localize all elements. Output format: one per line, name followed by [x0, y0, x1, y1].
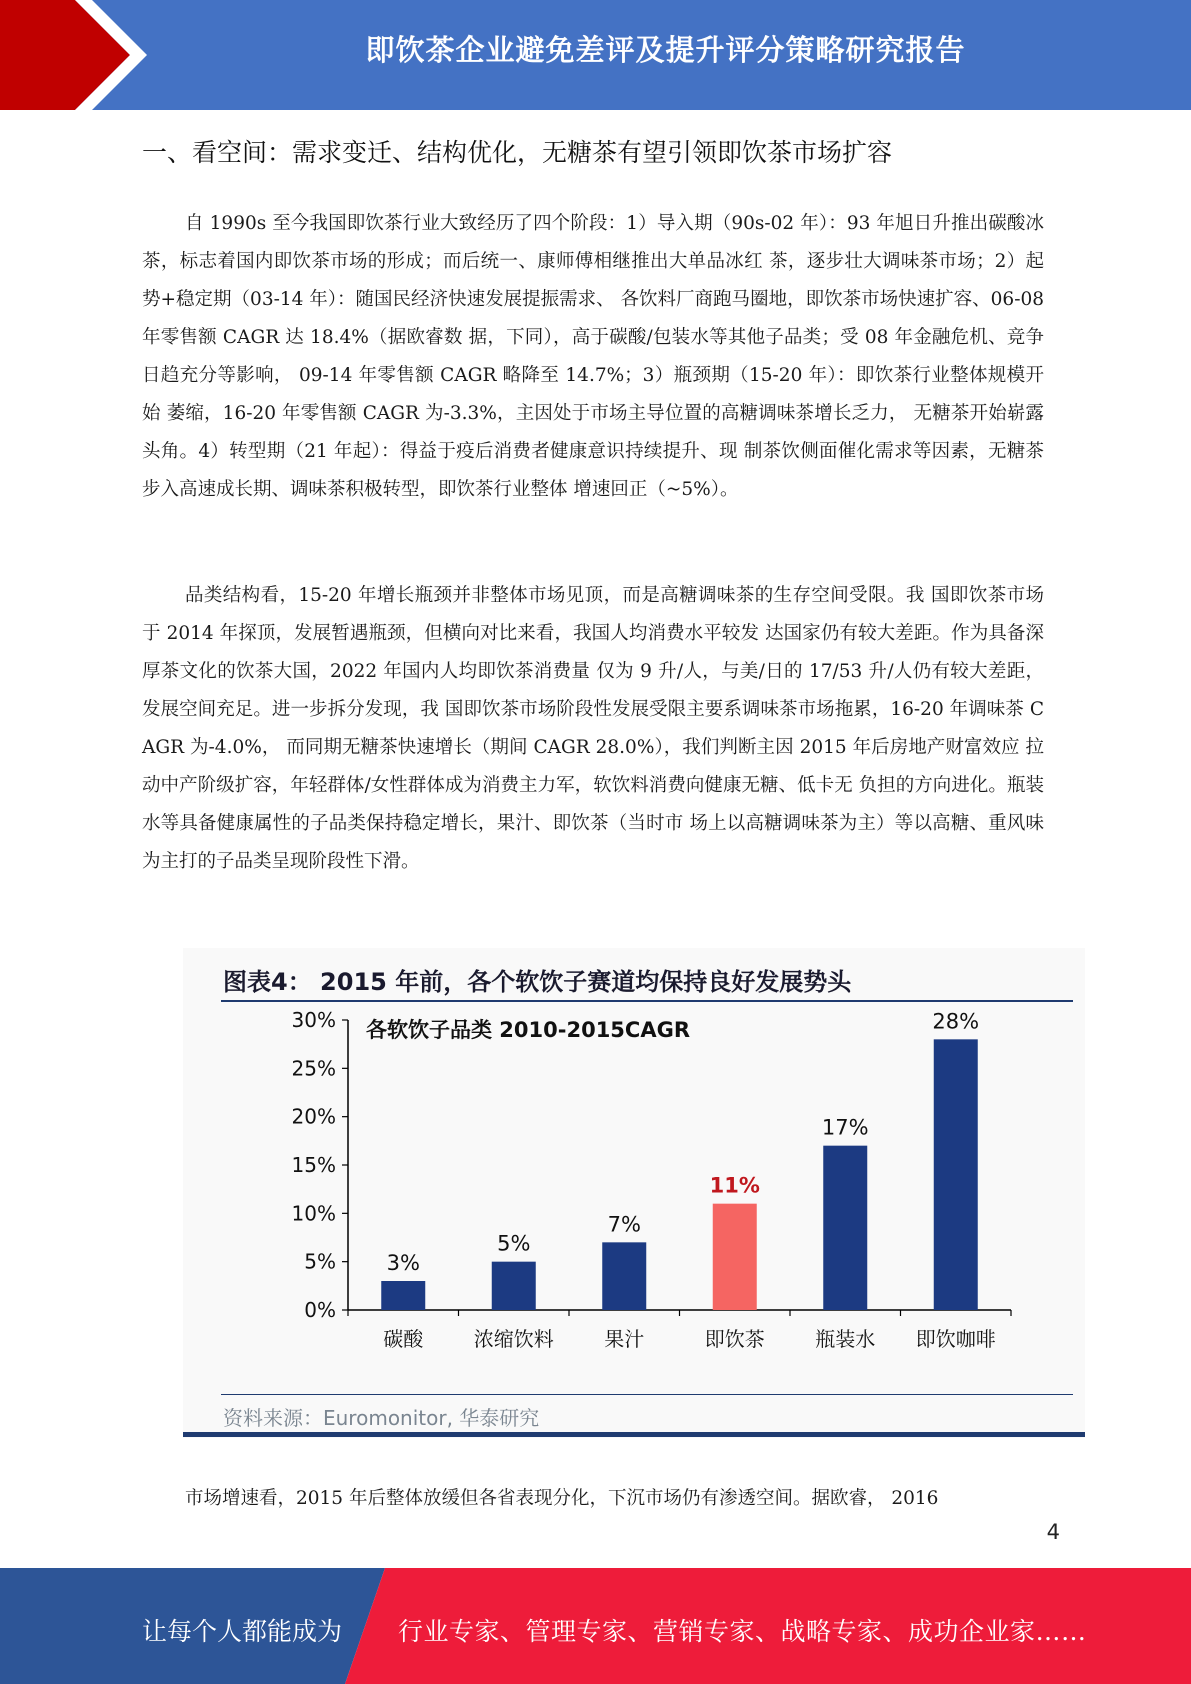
report-title: 即饮茶企业避免差评及提升评分策略研究报告 — [365, 33, 966, 67]
bar-2 — [492, 1262, 536, 1310]
figure-bottom-rule — [221, 1394, 1073, 1395]
bar-value-label: 11% — [709, 1173, 760, 1198]
paragraph-category-structure: 品类结构看，15-20 年增长瓶颈并非整体市场见顶，而是高糖调味茶的生存空间受限。我 国即饮茶市场于 2014 年探顶，发展暂遇瓶颈，但横向对比来看，我国人均消费水平较发 达国家仍有较大差距。作为具备深厚茶文化的饮茶大国，2022 年国内人均即饮茶消费量 仅为 9 升/人，与美/日的 17/53 升/人仍有较大差距，发展空间充足。进一步拆分发现，我 国即饮茶市场阶段性发展受限主要系调味茶市场拖累，16-20 年调味茶 CAGR 为-4.0%， 而同期无糖茶快速增长（期间 CAGR 28.0%），我们判断主因 2015 年后房地产财富效应 拉动中产阶级扩容，年轻群体/女性群体成为消费主力军，软饮料消费向健康无糖、低卡无 负担的方向进化。瓶装水等具备健康属性的子品类保持稳定增长，果汁、即饮茶（当时市 场上以高糖调味茶为主）等以高糖、重风味为主打的子品类呈现阶段性下滑。 — [142, 585, 1044, 872]
x-category-label: 碳酸 — [383, 1327, 424, 1351]
bar-value-label: 28% — [932, 1009, 980, 1034]
section-heading: 一、看空间：需求变迁、结构优化，无糖茶有望引领即饮茶市场扩容 — [142, 138, 893, 167]
bar-3 — [602, 1242, 646, 1310]
y-tick-label: 10% — [291, 1201, 336, 1226]
x-category-label: 即饮茶 — [704, 1327, 765, 1351]
figure-title: 图表4： 2015 年前，各个软饮子赛道均保持良好发展势头 — [223, 968, 852, 996]
footer-slogan-left: 让每个人都能成为 — [142, 1617, 343, 1646]
bar-chart — [183, 948, 1085, 1394]
x-category-label: 果汁 — [604, 1327, 645, 1351]
page-header — [0, 0, 1191, 110]
header-arrow-decoration — [0, 0, 160, 110]
footer-slogan-right: 行业专家、管理专家、营销专家、战略专家、成功企业家…… — [398, 1617, 1087, 1646]
figure-4 — [183, 948, 1085, 1438]
y-tick-label: 20% — [291, 1104, 336, 1129]
paragraph-market-growth: 市场增速看，2015 年后整体放缓但各省表现分化，下沉市场仍有渗透空间。据欧睿， 2016 — [185, 1488, 939, 1509]
y-tick-label: 5% — [304, 1249, 336, 1274]
page-footer — [0, 1568, 1191, 1684]
bar-value-label: 5% — [497, 1231, 531, 1256]
x-category-label: 即饮咖啡 — [915, 1327, 996, 1351]
y-tick-label: 0% — [304, 1298, 336, 1322]
bar-value-label: 7% — [607, 1212, 641, 1237]
bar-1 — [381, 1281, 425, 1310]
chart-bars — [381, 1009, 996, 1351]
bar-value-label: 17% — [821, 1115, 869, 1140]
chart-inner-title: 各软饮子品类 2010-2015CAGR — [366, 1018, 690, 1042]
y-tick-label: 30% — [291, 1008, 336, 1032]
figure-source: 资料来源：Euromonitor, 华泰研究 — [223, 1406, 540, 1430]
bar-5 — [823, 1146, 867, 1310]
bar-4 — [713, 1204, 757, 1310]
x-category-label: 瓶装水 — [815, 1327, 876, 1351]
y-tick-label: 25% — [291, 1056, 336, 1081]
paragraph-stages: 自 1990s 至今我国即饮茶行业大致经历了四个阶段：1）导入期（90s-02 年）：93 年旭日升推出碳酸冰茶，标志着国内即饮茶市场的形成；而后统一、康师傅相继推出大单品冰红 茶，逐步壮大调味茶市场；2）起势+稳定期（03-14 年）：随国民经济快速发展提振需求、 各饮料厂商跑马圈地，即饮茶市场快速扩容、06-08 年零售额 CAGR 达 18.4%（据欧睿数 据，下同），高于碳酸/包装水等其他子品类；受 08 年金融危机、竞争日趋充分等影响， 09-14 年零售额 CAGR 略降至 14.7%；3）瓶颈期（15-20 年）：即饮茶行业整体规模开始 萎缩，16-20 年零售额 CAGR 为-3.3%，主因处于市场主导位置的高糖调味茶增长乏力， 无糖茶开始崭露头角。4）转型期（21 年起）：得益于疫后消费者健康意识持续提升、现 制茶饮侧面催化需求等因素，无糖茶步入高速成长期、调味茶积极转型，即饮茶行业整体 增速回正（~5%）。 — [142, 213, 1044, 500]
y-tick-label: 15% — [291, 1153, 336, 1177]
bar-value-label: 3% — [386, 1251, 420, 1275]
x-category-label: 浓缩饮料 — [473, 1327, 554, 1351]
bar-6 — [934, 1039, 978, 1310]
page-number: 4 — [1046, 1520, 1060, 1544]
figure-bottom-bar — [183, 1432, 1085, 1437]
